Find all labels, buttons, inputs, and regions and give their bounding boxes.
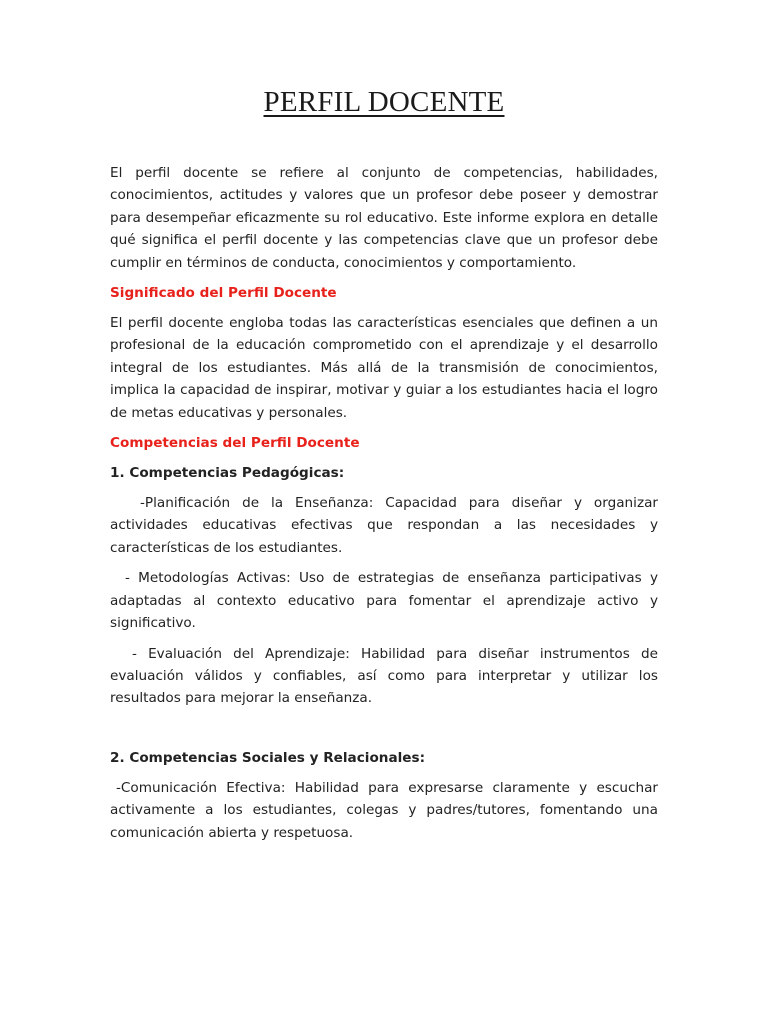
document-title: PERFIL DOCENTE	[263, 86, 505, 118]
section-heading-significado: Significado del Perfil Docente	[110, 285, 337, 302]
list-item: - Metodologías Activas: Uso de estrategias de enseñanza participativas y adaptadas al contexto educativo para fomentar el aprendizaje activo y significativo.	[110, 570, 658, 632]
section-heading-competencias: Competencias del Perfil Docente	[110, 435, 360, 452]
significado-paragraph: El perfil docente engloba todas las características esenciales que definen a un profesional de la educación comprometido con el aprendizaje y el desarrollo integral de los estudiantes. Más allá de la transmisión de conocimientos, implica la capacidad de inspirar, motivar y guiar a los estudiantes hacia el logro de metas educativas y personales.	[110, 315, 658, 421]
list-item: - Evaluación del Aprendizaje: Habilidad para diseñar instrumentos de evaluación válidos y confiables, así como para interpretar y utilizar los resultados para mejorar la enseñanza.	[110, 645, 658, 707]
document-body	[110, 162, 658, 844]
list-item: -Comunicación Efectiva: Habilidad para expresarse claramente y escuchar activamente a los estudiantes, colegas y padres/tutores, fomentando una comunicación abierta y respetuosa.	[110, 779, 658, 841]
intro-paragraph: El perfil docente se refiere al conjunto de competencias, habilidades, conocimientos, actitudes y valores que un profesor debe poseer y demostrar para desempeñar eficazmente su rol educativo. Este informe explora en detalle qué significa el perfil docente y las competencias clave que un profesor debe cumplir en términos de conducta, conocimientos y comportamiento.	[110, 165, 658, 271]
list-item: -Planificación de la Enseñanza: Capacidad para diseñar y organizar actividades educativas efectivas que respondan a las necesidades y características de los estudiantes.	[110, 495, 658, 556]
subheading-pedagogicas: 1. Competencias Pedagógicas:	[110, 465, 345, 482]
subheading-sociales: 2. Competencias Sociales y Relacionales:	[110, 749, 426, 766]
